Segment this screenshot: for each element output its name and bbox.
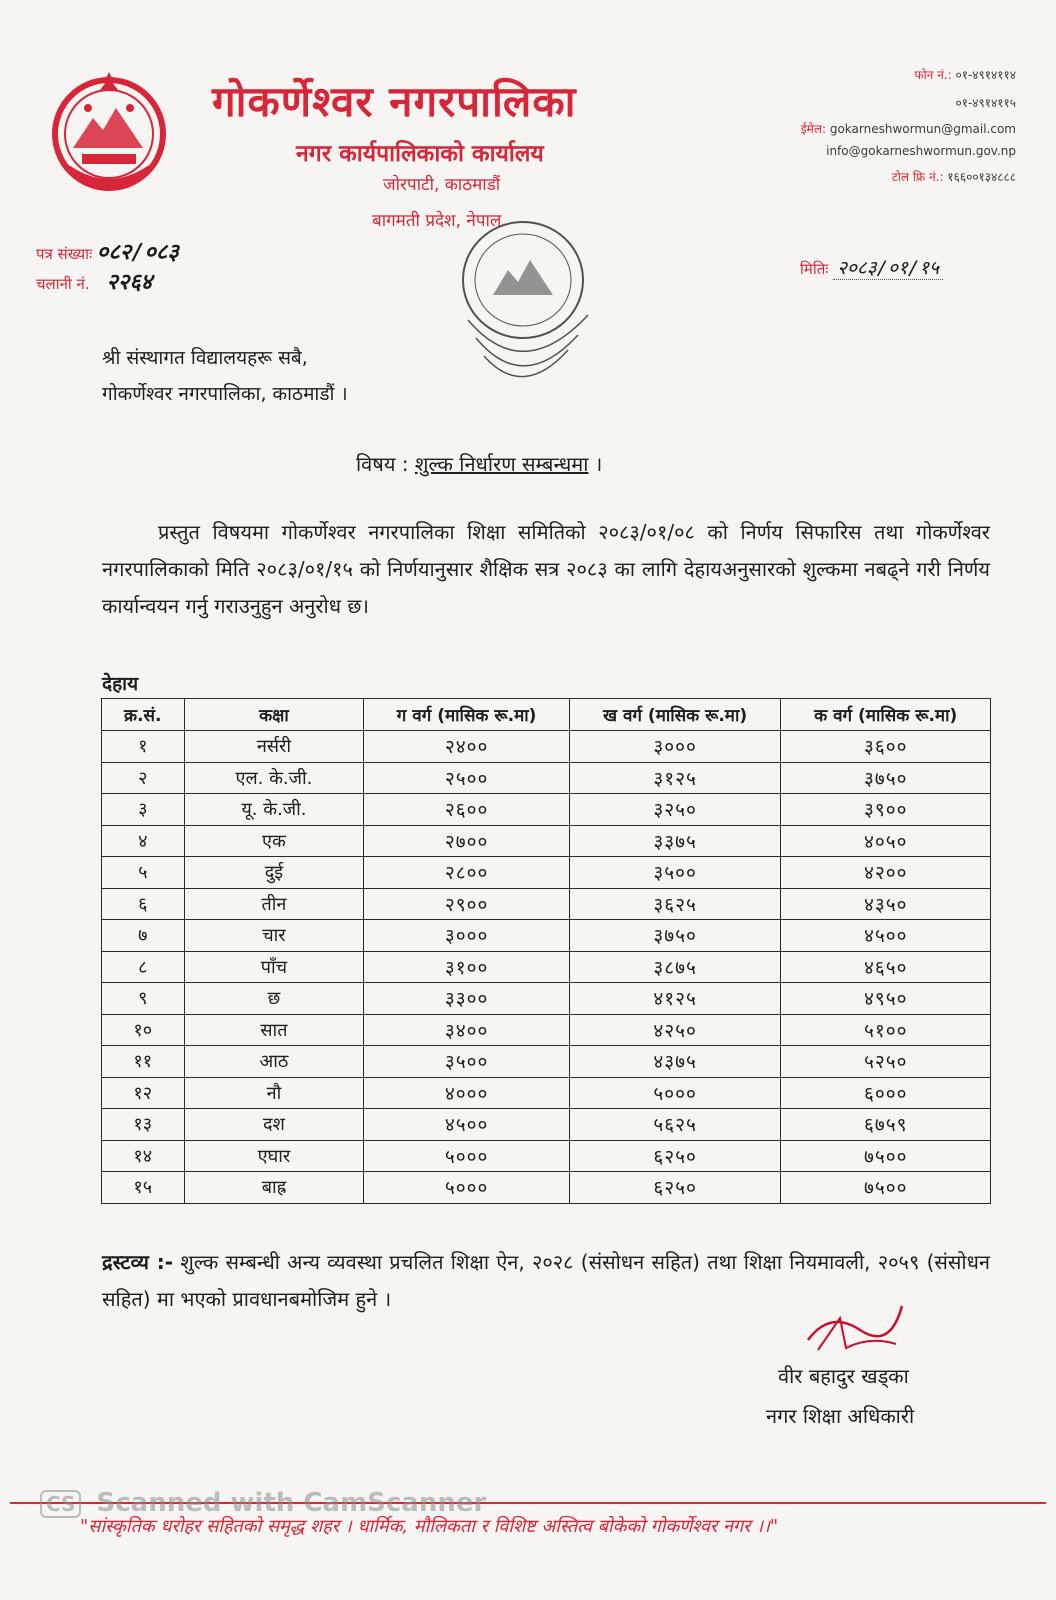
table-row	[102, 1109, 991, 1141]
email-label: ईमेल:	[800, 122, 826, 136]
signatory-name: वीर बहादुर खड्का	[778, 1364, 909, 1388]
row-class: नर्सरी	[184, 731, 364, 763]
table-row	[102, 1140, 991, 1172]
row-kha-fee: ३३७५	[569, 825, 781, 857]
signatory-title: नगर शिक्षा अधिकारी	[766, 1404, 915, 1428]
row-serial: १५	[102, 1172, 185, 1204]
recipient-line-2: गोकर्णेश्वर नगरपालिका, काठमाडौं ।	[102, 383, 348, 405]
subject-end: ।	[594, 452, 603, 476]
phone-label: फोन नं.:	[914, 68, 952, 82]
row-kha-fee: ३१२५	[569, 762, 781, 794]
row-kha-fee: ३२५०	[569, 794, 781, 826]
row-ga-fee: ५०००	[364, 1140, 570, 1172]
row-serial: २	[102, 762, 185, 794]
scanner-badge: CS	[40, 1490, 81, 1518]
chalani-label: चलानी नं.	[36, 275, 90, 293]
body-paragraph: प्रस्तुत विषयमा गोकर्णेश्वर नगरपालिका शिक्षा समितिको २०८३/०१/०८ को निर्णय सिफारिस तथा गोकर्णेश्वर नगरपालिकाको मिति २०८३/०१/१५ को निर्णयानुसार शैक्षिक सत्र २०८३ का लागि देहायअनुसारको शुल्कमा नबढ्ने गरी निर्णय कार्यान्वयन गर्नु गराउनुहुन अनुरोध छ।	[102, 520, 990, 618]
row-class: एघार	[184, 1140, 364, 1172]
office-stamp-icon	[438, 210, 608, 390]
table-row	[102, 983, 991, 1015]
row-serial: १३	[102, 1109, 185, 1141]
row-ka-fee: ४०५०	[781, 825, 991, 857]
row-class: आठ	[184, 1046, 364, 1078]
row-class: एल. के.जी.	[184, 762, 364, 794]
row-kha-fee: ३५००	[569, 857, 781, 889]
row-ga-fee: ३५००	[364, 1046, 570, 1078]
row-ga-fee: ३०००	[364, 920, 570, 952]
row-kha-fee: ४३७५	[569, 1046, 781, 1078]
row-serial: ९	[102, 983, 185, 1015]
row-ga-fee: ५०००	[364, 1172, 570, 1204]
table-row	[102, 731, 991, 763]
row-kha-fee: ५६२५	[569, 1109, 781, 1141]
row-ga-fee: २७००	[364, 825, 570, 857]
letter-date	[800, 254, 943, 280]
header-ka-category: क वर्ग (मासिक रू.मा)	[781, 699, 991, 731]
row-ka-fee: ७५००	[781, 1140, 991, 1172]
row-serial: ११	[102, 1046, 185, 1078]
row-serial: १४	[102, 1140, 185, 1172]
row-serial: ६	[102, 888, 185, 920]
row-ka-fee: ७५००	[781, 1172, 991, 1204]
email-1: gokarneshwormun@gmail.com	[829, 122, 1016, 136]
row-serial: ५	[102, 857, 185, 889]
table-row	[102, 825, 991, 857]
patra-label: पत्र संख्याः	[36, 245, 93, 263]
patra-value: ०८२/०८३	[96, 240, 179, 265]
row-serial: ८	[102, 951, 185, 983]
subject-label: विषय :	[356, 452, 409, 476]
row-kha-fee: ३७५०	[569, 920, 781, 952]
row-ga-fee: २४००	[364, 731, 570, 763]
tollfree-line	[892, 168, 1016, 185]
row-class: तीन	[184, 888, 364, 920]
row-kha-fee: ४१२५	[569, 983, 781, 1015]
table-row	[102, 857, 991, 889]
phone-1: ०१-४९१४११४	[955, 68, 1016, 82]
row-ka-fee: ३६००	[781, 731, 991, 763]
row-ka-fee: ५२५०	[781, 1046, 991, 1078]
phone-line-1	[914, 66, 1016, 83]
row-class: दश	[184, 1109, 364, 1141]
row-ga-fee: ४५००	[364, 1109, 570, 1141]
header-kha-category: ख वर्ग (मासिक रू.मा)	[569, 699, 781, 731]
phone-2: ०१-४९१४११५	[955, 96, 1016, 110]
row-ka-fee: ३९००	[781, 794, 991, 826]
row-ga-fee: ३३००	[364, 983, 570, 1015]
footer-motto: "सांस्कृतिक धरोहर सहितको समृद्ध शहर । धार्मिक, मौलिकता र विशिष्ट अस्तित्व बोकेको गोकर्णेश्वर नगर ।।"	[80, 1516, 779, 1537]
patra-sankhya	[36, 236, 179, 266]
row-kha-fee: ३०००	[569, 731, 781, 763]
row-class: यू. के.जी.	[184, 794, 364, 826]
row-serial: १	[102, 731, 185, 763]
signature-icon	[800, 1300, 910, 1360]
row-ka-fee: ४६५०	[781, 951, 991, 983]
note-label: द्रस्टव्य :-	[102, 1250, 174, 1274]
row-ga-fee: २८००	[364, 857, 570, 889]
row-kha-fee: ४२५०	[569, 1014, 781, 1046]
row-class: सात	[184, 1014, 364, 1046]
fee-table	[101, 698, 991, 1204]
row-ka-fee: ४९५०	[781, 983, 991, 1015]
office-name: नगर कार्यपालिकाको कार्यालय	[296, 141, 544, 167]
row-serial: ४	[102, 825, 185, 857]
date-label: मितिः	[800, 260, 829, 278]
table-row	[102, 794, 991, 826]
row-ga-fee: २६००	[364, 794, 570, 826]
date-value: २०८३/०१/१५	[833, 257, 943, 280]
row-ka-fee: ४२००	[781, 857, 991, 889]
row-ga-fee: ३४००	[364, 1014, 570, 1046]
row-ga-fee: २५००	[364, 762, 570, 794]
fee-table-body	[102, 731, 991, 1204]
org-name: गोकर्णेश्वर नगरपालिका	[212, 77, 577, 126]
row-ga-fee: ३१००	[364, 951, 570, 983]
tollfree-number: १६६००१३४८८८	[947, 170, 1016, 184]
row-kha-fee: ६२५०	[569, 1172, 781, 1204]
office-address: जोरपाटी, काठमाडौं	[383, 175, 501, 195]
row-class: छ	[184, 983, 364, 1015]
header-ga-category: ग वर्ग (मासिक रू.मा)	[364, 699, 570, 731]
tollfree-label: टोल फ्रि नं.:	[891, 170, 944, 184]
table-row	[102, 1014, 991, 1046]
subject-line	[356, 450, 602, 477]
table-row	[102, 888, 991, 920]
header-serial: क्र.सं.	[102, 699, 185, 731]
email-line-1	[801, 120, 1016, 137]
row-ga-fee: २९००	[364, 888, 570, 920]
row-kha-fee: ६२५०	[569, 1140, 781, 1172]
email-line-2	[826, 144, 1016, 158]
row-kha-fee: ५०००	[569, 1077, 781, 1109]
scanner-watermark-text: Scanned with CamScanner	[96, 1488, 487, 1518]
table-header-row	[102, 699, 991, 731]
row-class: नौ	[184, 1077, 364, 1109]
header-class: कक्षा	[184, 699, 364, 731]
row-serial: ७	[102, 920, 185, 952]
table-row	[102, 762, 991, 794]
email-2: info@gokarneshwormun.gov.np	[826, 144, 1016, 158]
row-ga-fee: ४०००	[364, 1077, 570, 1109]
subject-text: शुल्क निर्धारण सम्बन्धमा	[414, 452, 589, 476]
chalani-number	[36, 266, 152, 296]
row-class: एक	[184, 825, 364, 857]
row-serial: ३	[102, 794, 185, 826]
phone-line-2	[956, 94, 1017, 111]
note-text: शुल्क सम्बन्धी अन्य व्यवस्था प्रचलित शिक्षा ऐन, २०२८ (संसोधन सहित) तथा शिक्षा नियमावली, २०५९ (संसोधन सहित) मा भएको प्रावधानबमोजिम हुने ।	[102, 1250, 990, 1311]
office-province: बागमती प्रदेश, नेपाल	[372, 211, 502, 231]
row-ka-fee: ३७५०	[781, 762, 991, 794]
row-ka-fee: ५१००	[781, 1014, 991, 1046]
row-class: बाह्र	[184, 1172, 364, 1204]
row-class: पाँच	[184, 951, 364, 983]
table-row	[102, 1077, 991, 1109]
table-row	[102, 951, 991, 983]
chalani-value: २२६४	[106, 270, 153, 295]
row-class: चार	[184, 920, 364, 952]
row-class: दुई	[184, 857, 364, 889]
row-ka-fee: ६०००	[781, 1077, 991, 1109]
row-serial: १२	[102, 1077, 185, 1109]
table-row	[102, 1172, 991, 1204]
recipient-line-1: श्री संस्थागत विद्यालयहरू सबै,	[102, 347, 308, 369]
table-row	[102, 920, 991, 952]
list-heading: देहाय	[102, 673, 139, 695]
row-kha-fee: ३६२५	[569, 888, 781, 920]
row-ka-fee: ६७५९	[781, 1109, 991, 1141]
row-kha-fee: ३८७५	[569, 951, 781, 983]
row-ka-fee: ४५००	[781, 920, 991, 952]
nepal-emblem-icon	[48, 68, 170, 196]
row-ka-fee: ४३५०	[781, 888, 991, 920]
table-row	[102, 1046, 991, 1078]
row-serial: १०	[102, 1014, 185, 1046]
